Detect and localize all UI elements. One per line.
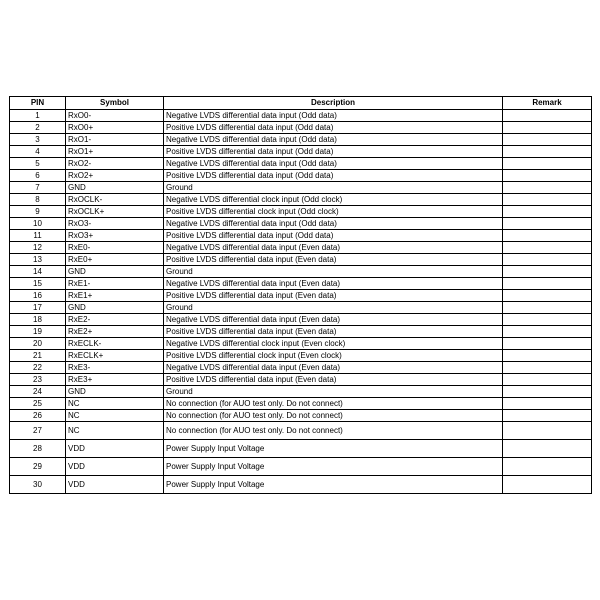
header-remark: Remark bbox=[503, 97, 592, 110]
pin-cell: 26 bbox=[10, 410, 66, 422]
pin-cell: 27 bbox=[10, 422, 66, 440]
description-cell: Negative LVDS differential data input (Even data) bbox=[164, 314, 503, 326]
symbol-cell: RxO2+ bbox=[66, 170, 164, 182]
symbol-cell: RxO1+ bbox=[66, 146, 164, 158]
remark-cell bbox=[503, 218, 592, 230]
symbol-cell: RxO3- bbox=[66, 218, 164, 230]
remark-cell bbox=[503, 110, 592, 122]
description-cell: Positive LVDS differential data input (Odd data) bbox=[164, 146, 503, 158]
symbol-cell: GND bbox=[66, 266, 164, 278]
description-cell: Negative LVDS differential data input (Odd data) bbox=[164, 218, 503, 230]
table-row bbox=[10, 362, 592, 374]
description-cell: Negative LVDS differential data input (Odd data) bbox=[164, 158, 503, 170]
remark-cell bbox=[503, 458, 592, 476]
remark-cell bbox=[503, 410, 592, 422]
table-row bbox=[10, 158, 592, 170]
remark-cell bbox=[503, 170, 592, 182]
description-cell: Positive LVDS differential data input (Even data) bbox=[164, 374, 503, 386]
description-cell: Positive LVDS differential data input (Odd data) bbox=[164, 230, 503, 242]
table-row bbox=[10, 254, 592, 266]
symbol-cell: RxECLK- bbox=[66, 338, 164, 350]
symbol-cell: RxO3+ bbox=[66, 230, 164, 242]
symbol-cell: RxE0+ bbox=[66, 254, 164, 266]
table-row bbox=[10, 146, 592, 158]
pin-cell: 17 bbox=[10, 302, 66, 314]
pin-cell: 5 bbox=[10, 158, 66, 170]
symbol-cell: RxE3- bbox=[66, 362, 164, 374]
table-header bbox=[10, 97, 592, 110]
remark-cell bbox=[503, 194, 592, 206]
remark-cell bbox=[503, 254, 592, 266]
description-cell: Positive LVDS differential clock input (Even clock) bbox=[164, 350, 503, 362]
description-cell: Positive LVDS differential clock input (Odd clock) bbox=[164, 206, 503, 218]
pin-cell: 29 bbox=[10, 458, 66, 476]
description-cell: Positive LVDS differential data input (Even data) bbox=[164, 254, 503, 266]
table-row bbox=[10, 440, 592, 458]
description-cell: Ground bbox=[164, 182, 503, 194]
table-row bbox=[10, 230, 592, 242]
pin-assignment-table bbox=[9, 96, 592, 494]
table-row bbox=[10, 110, 592, 122]
remark-cell bbox=[503, 374, 592, 386]
remark-cell bbox=[503, 230, 592, 242]
description-cell: Negative LVDS differential clock input (Odd clock) bbox=[164, 194, 503, 206]
pin-cell: 24 bbox=[10, 386, 66, 398]
header-symbol: Symbol bbox=[66, 97, 164, 110]
table-row bbox=[10, 350, 592, 362]
pin-cell: 9 bbox=[10, 206, 66, 218]
description-cell: No connection (for AUO test only. Do not connect) bbox=[164, 422, 503, 440]
symbol-cell: RxECLK+ bbox=[66, 350, 164, 362]
pin-cell: 2 bbox=[10, 122, 66, 134]
description-cell: Negative LVDS differential data input (Even data) bbox=[164, 362, 503, 374]
table-row bbox=[10, 218, 592, 230]
remark-cell bbox=[503, 326, 592, 338]
table-row bbox=[10, 458, 592, 476]
pin-cell: 21 bbox=[10, 350, 66, 362]
description-cell: Positive LVDS differential data input (Odd data) bbox=[164, 170, 503, 182]
remark-cell bbox=[503, 302, 592, 314]
table-row bbox=[10, 398, 592, 410]
description-cell: Power Supply Input Voltage bbox=[164, 440, 503, 458]
remark-cell bbox=[503, 122, 592, 134]
description-cell: Ground bbox=[164, 266, 503, 278]
description-cell: Ground bbox=[164, 386, 503, 398]
description-cell: Power Supply Input Voltage bbox=[164, 476, 503, 494]
remark-cell bbox=[503, 134, 592, 146]
description-cell: No connection (for AUO test only. Do not connect) bbox=[164, 410, 503, 422]
remark-cell bbox=[503, 290, 592, 302]
symbol-cell: RxO2- bbox=[66, 158, 164, 170]
remark-cell bbox=[503, 182, 592, 194]
pin-cell: 8 bbox=[10, 194, 66, 206]
remark-cell bbox=[503, 440, 592, 458]
symbol-cell: NC bbox=[66, 422, 164, 440]
table-row bbox=[10, 266, 592, 278]
symbol-cell: RxO1- bbox=[66, 134, 164, 146]
remark-cell bbox=[503, 266, 592, 278]
symbol-cell: RxO0- bbox=[66, 110, 164, 122]
remark-cell bbox=[503, 146, 592, 158]
description-cell: Positive LVDS differential data input (Even data) bbox=[164, 290, 503, 302]
table-row bbox=[10, 326, 592, 338]
pin-cell: 15 bbox=[10, 278, 66, 290]
header-pin: PIN bbox=[10, 97, 66, 110]
table-row bbox=[10, 302, 592, 314]
description-cell: Negative LVDS differential clock input (Even clock) bbox=[164, 338, 503, 350]
pin-cell: 11 bbox=[10, 230, 66, 242]
remark-cell bbox=[503, 398, 592, 410]
table-row bbox=[10, 386, 592, 398]
remark-cell bbox=[503, 350, 592, 362]
remark-cell bbox=[503, 362, 592, 374]
table-row bbox=[10, 278, 592, 290]
symbol-cell: VDD bbox=[66, 476, 164, 494]
description-cell: Negative LVDS differential data input (Even data) bbox=[164, 242, 503, 254]
description-cell: Negative LVDS differential data input (Odd data) bbox=[164, 134, 503, 146]
table-row bbox=[10, 194, 592, 206]
table-body bbox=[10, 110, 592, 494]
table-row bbox=[10, 134, 592, 146]
pin-cell: 10 bbox=[10, 218, 66, 230]
pin-cell: 14 bbox=[10, 266, 66, 278]
table-row bbox=[10, 374, 592, 386]
pin-cell: 23 bbox=[10, 374, 66, 386]
remark-cell bbox=[503, 476, 592, 494]
table-row bbox=[10, 410, 592, 422]
remark-cell bbox=[503, 314, 592, 326]
symbol-cell: NC bbox=[66, 398, 164, 410]
remark-cell bbox=[503, 278, 592, 290]
pin-cell: 7 bbox=[10, 182, 66, 194]
pin-cell: 18 bbox=[10, 314, 66, 326]
table-row bbox=[10, 290, 592, 302]
symbol-cell: GND bbox=[66, 386, 164, 398]
remark-cell bbox=[503, 206, 592, 218]
symbol-cell: RxE1+ bbox=[66, 290, 164, 302]
symbol-cell: RxE0- bbox=[66, 242, 164, 254]
description-cell: Negative LVDS differential data input (Odd data) bbox=[164, 110, 503, 122]
pin-cell: 16 bbox=[10, 290, 66, 302]
remark-cell bbox=[503, 338, 592, 350]
table-row bbox=[10, 422, 592, 440]
symbol-cell: RxE2+ bbox=[66, 326, 164, 338]
pin-cell: 4 bbox=[10, 146, 66, 158]
symbol-cell: RxOCLK- bbox=[66, 194, 164, 206]
table-row bbox=[10, 338, 592, 350]
pin-cell: 22 bbox=[10, 362, 66, 374]
symbol-cell: RxE3+ bbox=[66, 374, 164, 386]
table-row bbox=[10, 476, 592, 494]
symbol-cell: VDD bbox=[66, 440, 164, 458]
table-row bbox=[10, 182, 592, 194]
pin-cell: 19 bbox=[10, 326, 66, 338]
pin-cell: 3 bbox=[10, 134, 66, 146]
description-cell: No connection (for AUO test only. Do not connect) bbox=[164, 398, 503, 410]
table-row bbox=[10, 170, 592, 182]
pin-cell: 6 bbox=[10, 170, 66, 182]
symbol-cell: RxE1- bbox=[66, 278, 164, 290]
pin-cell: 25 bbox=[10, 398, 66, 410]
description-cell: Power Supply Input Voltage bbox=[164, 458, 503, 476]
remark-cell bbox=[503, 422, 592, 440]
table-row bbox=[10, 242, 592, 254]
symbol-cell: GND bbox=[66, 302, 164, 314]
pin-cell: 30 bbox=[10, 476, 66, 494]
pin-cell: 28 bbox=[10, 440, 66, 458]
pin-cell: 13 bbox=[10, 254, 66, 266]
symbol-cell: RxO0+ bbox=[66, 122, 164, 134]
header-description: Description bbox=[164, 97, 503, 110]
symbol-cell: NC bbox=[66, 410, 164, 422]
symbol-cell: RxE2- bbox=[66, 314, 164, 326]
remark-cell bbox=[503, 158, 592, 170]
pin-cell: 1 bbox=[10, 110, 66, 122]
symbol-cell: VDD bbox=[66, 458, 164, 476]
description-cell: Negative LVDS differential data input (Even data) bbox=[164, 278, 503, 290]
description-cell: Positive LVDS differential data input (Even data) bbox=[164, 326, 503, 338]
header-row bbox=[10, 97, 592, 110]
symbol-cell: RxOCLK+ bbox=[66, 206, 164, 218]
description-cell: Ground bbox=[164, 302, 503, 314]
symbol-cell: GND bbox=[66, 182, 164, 194]
pin-cell: 12 bbox=[10, 242, 66, 254]
pin-cell: 20 bbox=[10, 338, 66, 350]
table-row bbox=[10, 206, 592, 218]
table-row bbox=[10, 314, 592, 326]
remark-cell bbox=[503, 242, 592, 254]
table-row bbox=[10, 122, 592, 134]
description-cell: Positive LVDS differential data input (Odd data) bbox=[164, 122, 503, 134]
remark-cell bbox=[503, 386, 592, 398]
